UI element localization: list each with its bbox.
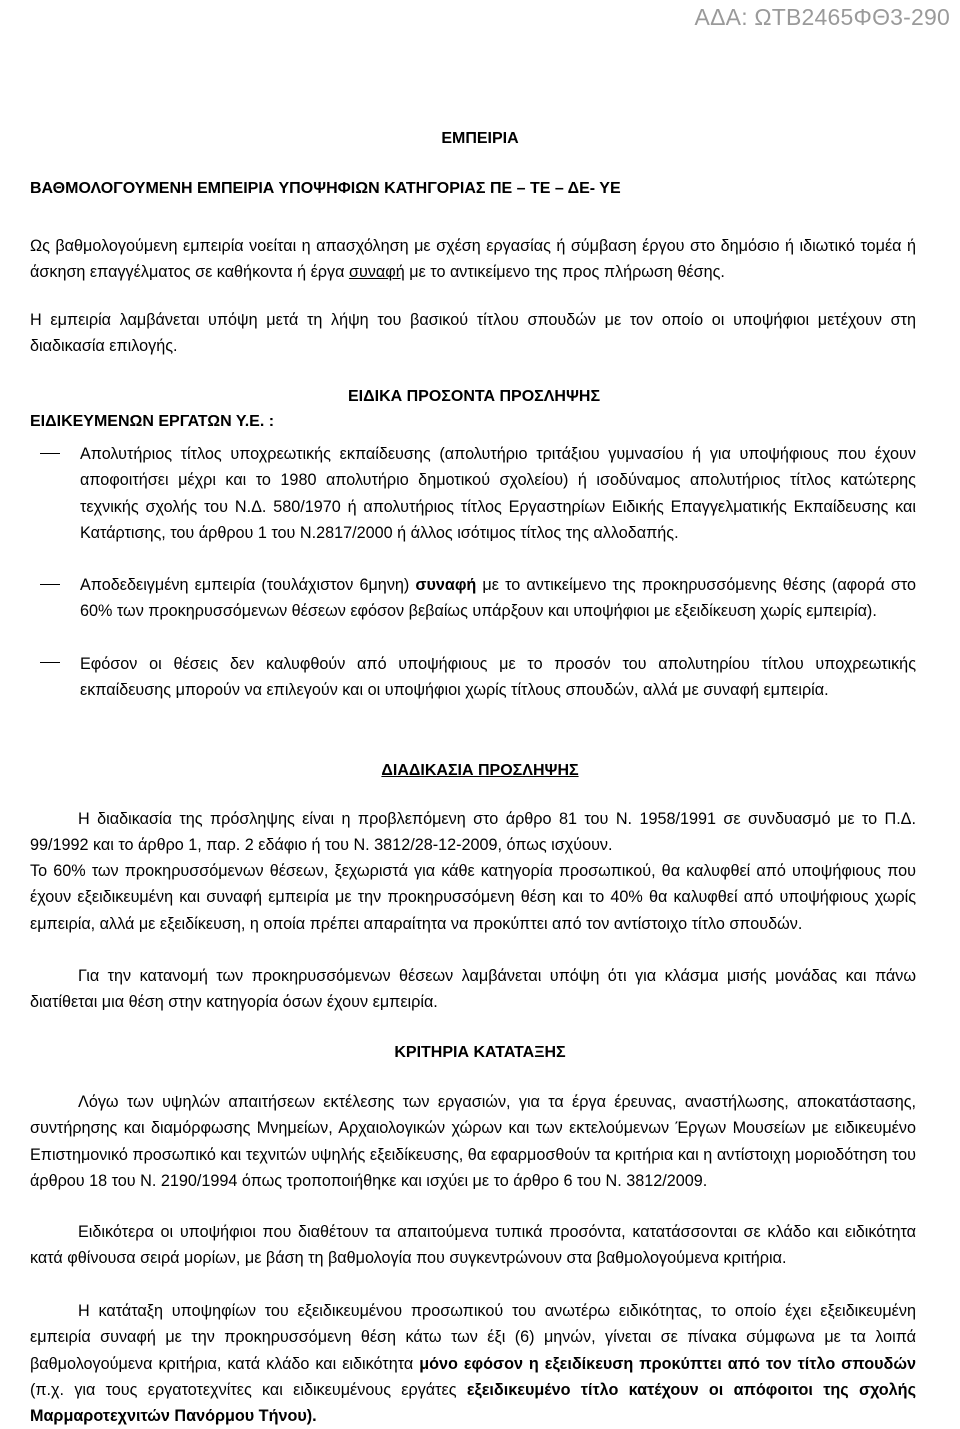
procedure-paragraph-1: Η διαδικασία της πρόσληψης είναι η προβλεπόμενη στο άρθρο 81 του Ν. 1958/1991 σε συνδυασμό με το Π.Δ. 99/1992 και το άρθρο 1, παρ. 2 εδάφιο ή του Ν. 3812/28-12-2009, όπως ισχύουν. xyxy=(30,810,916,855)
ada-code: ΑΔΑ: ΩΤΒ2465ΦΘ3-290 xyxy=(694,4,950,30)
experience-subtitle: ΒΑΘΜΟΛΟΓΟΥΜΕΝΗ ΕΜΠΕΙΡΙΑ ΥΠΟΨΗΦΙΩΝ ΚΑΤΗΓΟΡΙΑΣ ΠΕ – ΤΕ – ΔΕ- ΥΕ xyxy=(30,180,621,197)
bullet-dash xyxy=(40,453,60,454)
criteria-title: ΚΡΙΤΗΡΙΑ ΚΑΤΑΤΑΞΗΣ xyxy=(394,1044,566,1061)
qualification-item-2: Αποδεδειγμένη εμπειρία (τουλάχιστον 6μηνη) συναφή με το αντικείμενο της προκηρυσσόμενης θέσης (αφορά στο 60% των προκηρυσσόμενων θέσεων εφόσον βεβαίως υπάρξουν και υποψήφιοι με εξειδίκευση χωρίς εμπειρία). xyxy=(80,576,916,621)
criteria-paragraph-1: Λόγω των υψηλών απαιτήσεων εκτέλεσης των εργασιών, για τα έργα έρευνας, αναστήλωσης, αποκατάστασης, συντήρησης και διαμόρφωσης Μνημείων, Αρχαιολογικών χώρων και των εκτελούμενων Έργων Μουσείων με ειδικευμένο Επιστημονικό προσωπικό και τεχνιτών υψηλής εξειδίκευσης, θα εφαρμοσθούν τα κριτήρια και η αντίστοιχη μοριοδότηση του άρθρου 18 του Ν. 2190/1994 όπως τροποποιήθηκε και ισχύει με το άρθρο 6 του Ν. 3812/2009. xyxy=(30,1093,916,1190)
bullet-dash xyxy=(40,584,60,585)
procedure-paragraph-2: Το 60% των προκηρυσσόμενων θέσεων, ξεχωριστά για κάθε κατηγορία προσωπικού, θα καλυφθεί από υποψήφιους που έχουν εξειδικευμένη και συναφή εμπειρία με την προκηρυσσόμενη θέση και το 40% θα καλυφθεί από υποψήφιους χωρίς εμπειρία, αλλά με εξειδίκευση, η οποία πρέπει απαραίτητα να προκύπτει από τον αντίστοιχο τίτλο σπουδών. xyxy=(30,862,916,933)
procedure-title: ΔΙΑΔΙΚΑΣΙΑ ΠΡΟΣΛΗΨΗΣ xyxy=(381,762,579,779)
qualifications-title: ΕΙΔΙΚΑ ΠΡΟΣΟΝΤΑ ΠΡΟΣΛΗΨΗΣ xyxy=(348,388,601,405)
related-underlined: συναφή xyxy=(348,263,405,282)
experience-paragraph-2: Η εμπειρία λαμβάνεται υπόψη μετά τη λήψη του βασικού τίτλου σπουδών με τον οποίο οι υποψήφιοι μετέχουν στη διαδικασία επιλογής. xyxy=(30,311,916,356)
procedure-paragraph-3: Για την κατανομή των προκηρυσσόμενων θέσεων λαμβάνεται υπόψη ότι για κλάσμα μισής μονάδας και πάνω διατίθεται μια θέση στην κατηγορία όσων έχουν εμπειρία. xyxy=(30,967,916,1012)
criteria-paragraph-3: Η κατάταξη υποψηφίων του εξειδικευμένου προσωπικού του ανωτέρω ειδικότητας, το οποίο έχει εξειδικευμένη εμπειρία συναφή με την προκηρυσσόμενη θέση κάτω των έξι (6) μηνών, γίνεται σε πίνακα σύμφωνα με τα λοιπά βαθμολογούμενα κριτήρια, κατά κλάδο και ειδικότητα μόνο εφόσον η εξειδίκευση προκύπτει από τον τίτλο σπουδών (π.χ. για τους εργατοτεχνίτες και ειδικευμένους εργάτες εξειδικευμένο τίτλο κατέχουν οι απόφοιτοι της σχολής Μαρμαροτεχνιτών Πανόρμου Τήνου). xyxy=(30,1302,916,1426)
qualifications-subtitle: ΕΙΔΙΚΕΥΜΕΝΩΝ ΕΡΓΑΤΩΝ Υ.Ε. : xyxy=(30,413,275,430)
experience-paragraph-1: Ως βαθμολογούμενη εμπειρία νοείται η απασχόληση με σχέση εργασίας ή σύμβαση έργου στο δημόσιο ή ιδιωτικό τομέα ή άσκηση επαγγέλματος σε καθήκοντα ή έργα συναφή με το αντικείμενο της προς πλήρωση θέσης. xyxy=(30,237,916,282)
experience-title: ΕΜΠΕΙΡΙΑ xyxy=(441,130,519,147)
bullet-dash xyxy=(40,662,60,663)
qualification-item-3: Εφόσον οι θέσεις δεν καλυφθούν από υποψήφιους με το προσόν του απολυτηρίου τίτλου υποχρεωτικής εκπαίδευσης μπορούν να επιλεγούν και οι υποψήφιοι χωρίς τίτλους σπουδών, αλλά με συναφή εμπειρία. xyxy=(80,655,916,700)
qualification-item-1: Απολυτήριος τίτλος υποχρεωτικής εκπαίδευσης (απολυτήριο τριτάξιου γυμνασίου ή για υποψήφιους που έχουν αποφοιτήσει μέχρι και το 1980 απολυτήριο δημοτικού σχολείου) ή ισοδύναμος απολυτήριος τίτλος κατώτερης τεχνικής σχολής του Ν.Δ. 580/1970 ή απολυτήριος τίτλος Εργαστηρίων Ειδικής Επαγγελματικής Εκπαίδευσης και Κατάρτισης, του άρθρου 1 του Ν.2817/2000 ή άλλος ισότιμος τίτλος της αλλοδαπής. xyxy=(80,445,916,542)
criteria-paragraph-2: Ειδικότερα οι υποψήφιοι που διαθέτουν τα απαιτούμενα τυπικά προσόντα, κατατάσσονται σε κλάδο και ειδικότητα κατά φθίνουσα σειρά μορίων, με βάση τη βαθμολογία που συγκεντρώνουν στα βαθμολογούμενα κριτήρια. xyxy=(30,1223,916,1268)
